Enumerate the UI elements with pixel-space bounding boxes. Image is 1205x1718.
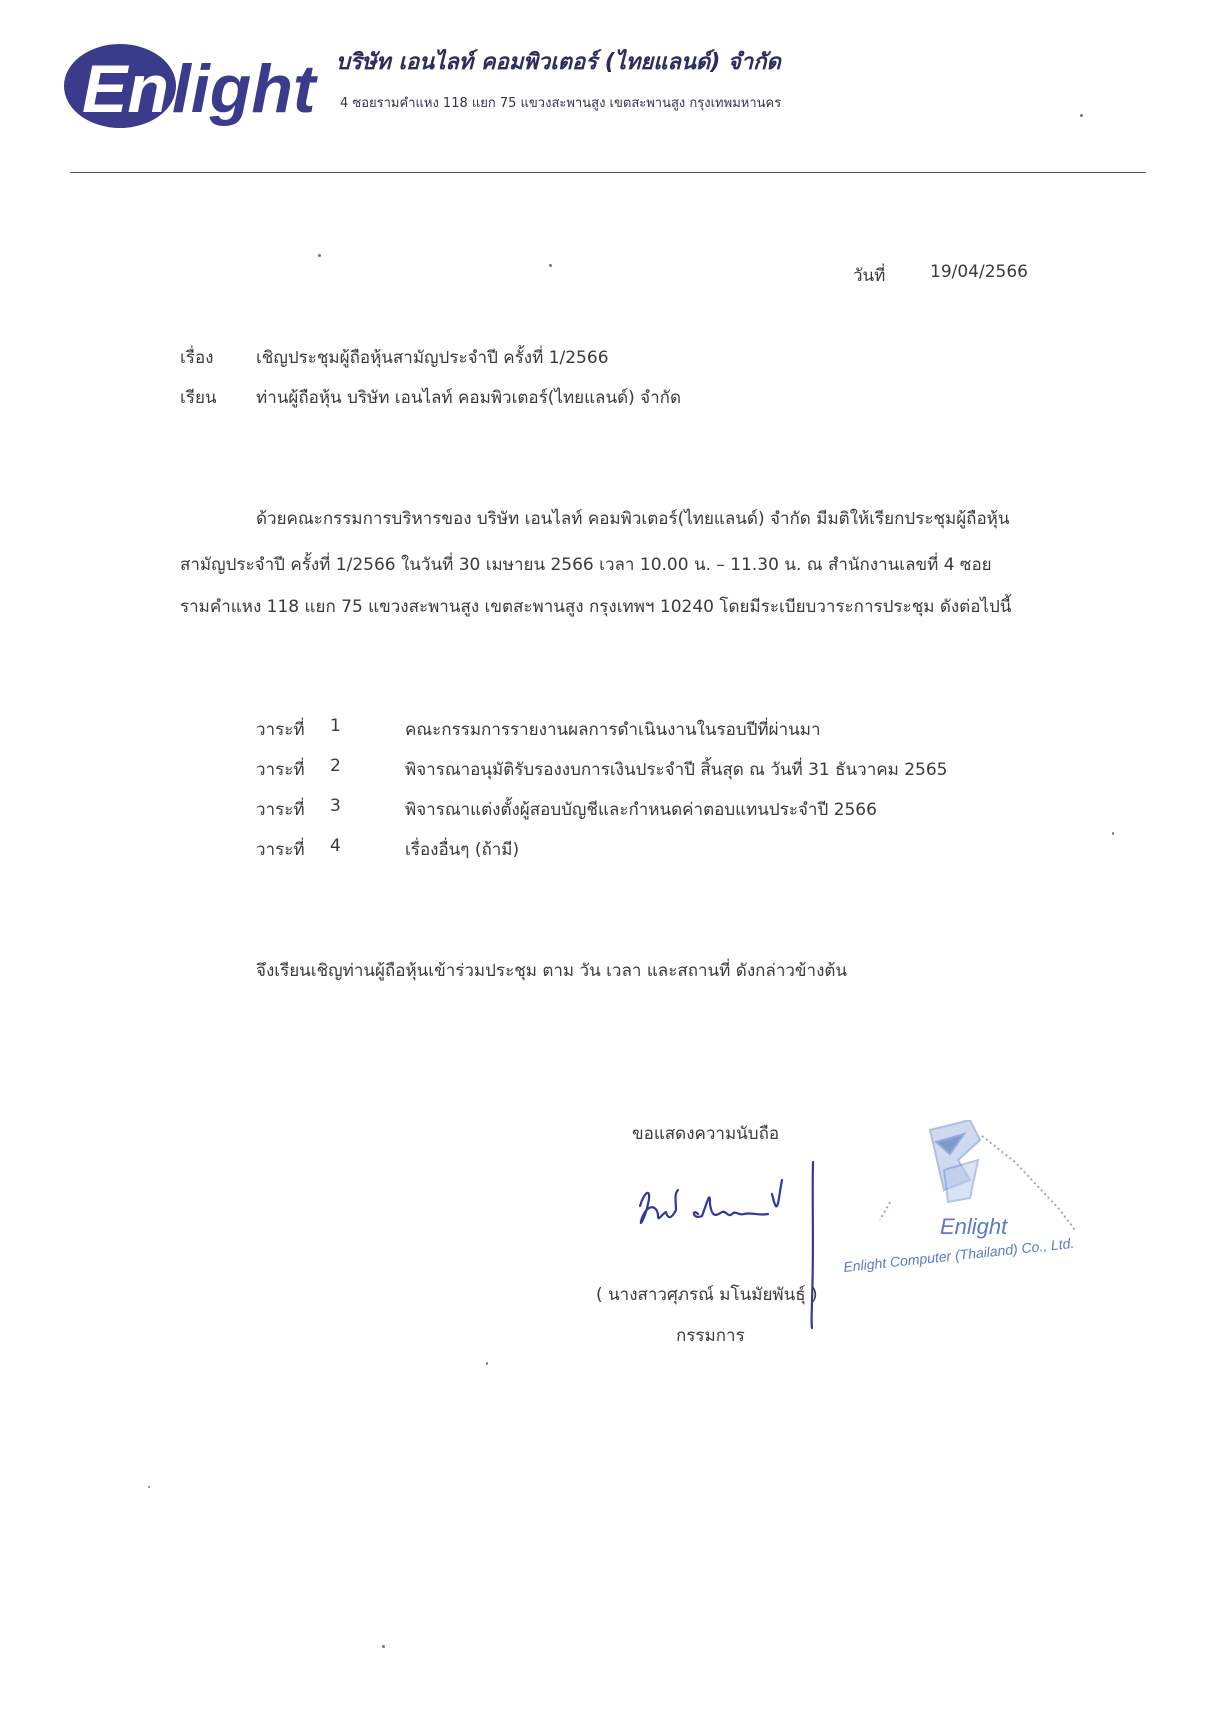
scan-speck [1080, 114, 1083, 117]
agenda-item-1: คณะกรรมการรายงานผลการดำเนินงานในรอบปีที่ผ่านมา [405, 720, 821, 740]
agenda-item-4: เรื่องอื่นๆ (ถ้ามี) [405, 840, 520, 860]
agenda-label-4: วาระที่ [256, 840, 305, 860]
company-logo [62, 40, 324, 132]
header-divider [70, 172, 1146, 173]
signer-name: ( นางสาวศุภรณ์ มโนมัยพันธุ์ ) [596, 1285, 818, 1305]
signer-title: กรรมการ [676, 1326, 745, 1346]
date-label: วันที่ [853, 266, 886, 286]
agenda-number-1: 1 [330, 716, 341, 736]
date-value: 19/04/2566 [930, 262, 1028, 282]
agenda-item-3: พิจารณาแต่งตั้งผู้สอบบัญชีและกำหนดค่าตอบแทนประจำปี 2566 [405, 800, 877, 820]
regards-text: ขอแสดงความนับถือ [632, 1124, 780, 1144]
company-name: บริษัท เอนไลท์ คอมพิวเตอร์ (ไทยแลนด์) จำกัด [336, 50, 781, 75]
logo-text-part2: light [172, 51, 316, 127]
stamp-company-text: Enlight Computer (Thailand) Co., Ltd. [842, 1234, 1075, 1275]
logo-text-part1: En [82, 51, 169, 127]
company-address: 4 ซอยรามคำแหง 118 แยก 75 แขวงสะพานสูง เขตสะพานสูง กรุงเทพมหานคร [340, 96, 782, 111]
agenda-label-1: วาระที่ [256, 720, 305, 740]
scan-speck [318, 254, 321, 257]
recipient-label: เรียน [180, 388, 217, 408]
subject-value: เชิญประชุมผู้ถือหุ้นสามัญประจำปี ครั้งที่ 1/2566 [256, 348, 609, 368]
body-line-3: รามคำแหง 118 แยก 75 แขวงสะพานสูง เขตสะพานสูง กรุงเทพฯ 10240 โดยมีระเบียบวาระการประชุม ดังต่อไปนี้ [180, 597, 1012, 617]
agenda-label-3: วาระที่ [256, 800, 305, 820]
recipient-value: ท่านผู้ถือหุ้น บริษัท เอนไลท์ คอมพิวเตอร์(ไทยแลนด์) จำกัด [256, 388, 682, 408]
agenda-number-4: 4 [330, 836, 341, 856]
closing-line: จึงเรียนเชิญท่านผู้ถือหุ้นเข้าร่วมประชุม ตาม วัน เวลา และสถานที่ ดังกล่าวข้างต้น [256, 961, 848, 981]
body-line-2: สามัญประจำปี ครั้งที่ 1/2566 ในวันที่ 30 เมษายน 2566 เวลา 10.00 น. – 11.30 น. ณ สำนักงานเลขที่ 4 ซอย [180, 555, 992, 575]
agenda-item-2: พิจารณาอนุมัติรับรองงบการเงินประจำปี สิ้นสุด ณ วันที่ 31 ธันวาคม 2565 [405, 760, 948, 780]
scan-speck [382, 1645, 385, 1648]
scan-speck [549, 264, 552, 267]
agenda-label-2: วาระที่ [256, 760, 305, 780]
stamp-brand-text: Enlight [940, 1214, 1008, 1239]
agenda-number-2: 2 [330, 756, 341, 776]
scan-speck [1112, 832, 1114, 835]
subject-label: เรื่อง [180, 348, 214, 368]
agenda-number-3: 3 [330, 796, 341, 816]
scan-speck [148, 1486, 150, 1488]
body-line-1: ด้วยคณะกรรมการบริหารของ บริษัท เอนไลท์ คอมพิวเตอร์(ไทยแลนด์) จำกัด มีมติให้เรียกประชุมผู้ถือหุ้น [256, 509, 1010, 529]
scan-speck [486, 1362, 488, 1365]
company-stamp [840, 1120, 1110, 1295]
